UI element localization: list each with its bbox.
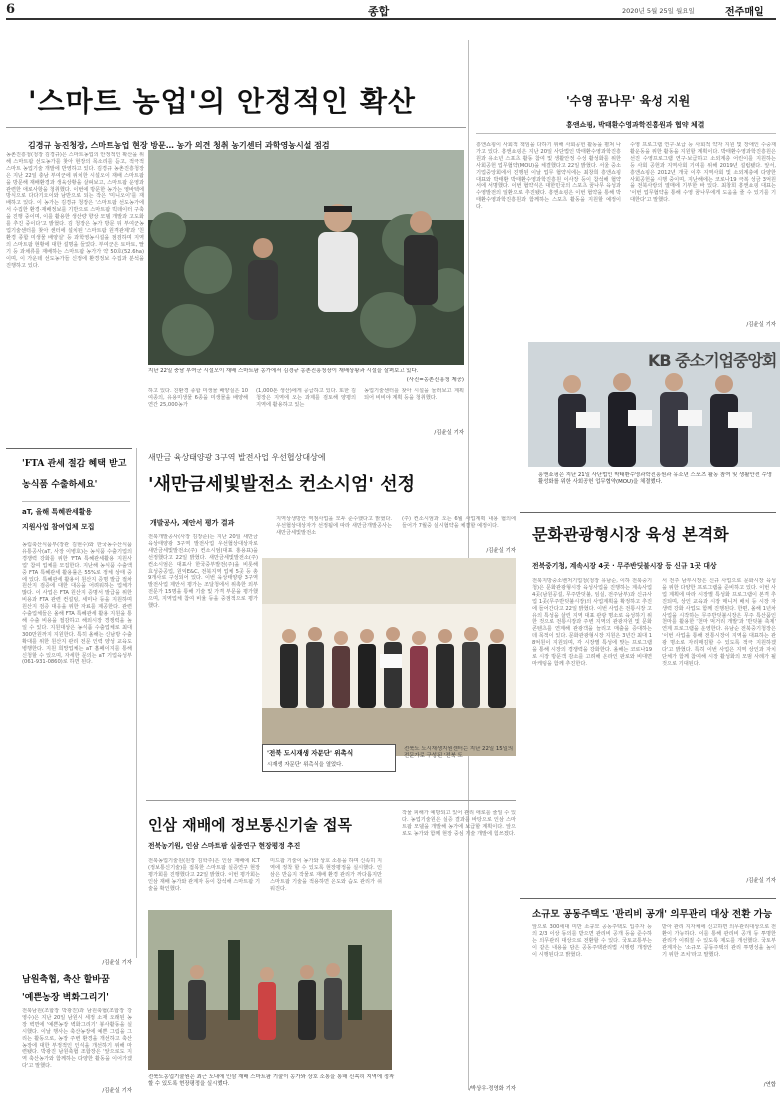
article4-col3: 지역상생방안 역점사업을 모두 준수했다고 밝혔다. 우선협상대상자가 선정됨에 따라 새만금개발공사는 새만금세빛발전소 — [276, 516, 392, 536]
article3-top-rule — [6, 448, 132, 449]
article8-col2: 받아 관리 지자체에 신고하면 의무관리대상으로 전환이 가능하다. 이를 통해 관리비 공개 등 투명한 관리가 이뤄질 수 있도록 제도를 개선했다. 국토부 관계자는 '소규모 공동주택의 관리 투명성을 높이기 위한 조치'라고 말했다. — [662, 924, 776, 958]
paper-name: 전주매일 — [725, 7, 764, 18]
article7-col3: 작물 피해가 예방되고 있어 관리 애로를 줄일 수 있다. 농업기술원은 실증 결과를 바탕으로 인삼 스마트팜 모델을 개발해 농가에 보급할 계획이다. 앞으로도 농가와 함께 현장 중심 기술 개발에 힘쓰겠다. — [402, 810, 516, 837]
article8-col1: 앞으로 300세대 미만 소규모 공동주택도 입주자 등의 2/3 이상 동의를 받으면 관리비 공개 등을 준수하는 의무관리 대상으로 전환할 수 있다. 국토교통부는 이 같은 내용을 담은 공동주택관리법 시행령 개정안이 시행된다고 밝혔다. — [532, 924, 652, 958]
article5-byline: /김윤실 기자 — [746, 878, 776, 884]
article2-photo — [528, 342, 780, 467]
article5-subhead: 전북중기청, 계속시장 4곳 · 무주반딧불시장 등 신규 1곳 대상 — [532, 562, 717, 570]
article5-col1: 전북지방중소벤처기업청(청장 유남순, 이하 전북중기청)은 문화관광형시장 육성사업을 진행하는 계속사업 4곳(남원공설, 무주반딧불, 임실, 전주남부)과 신규사업 1곳(무주반딧불시장)의 사업계획을 확정하고 추진에 들어간다고 22일 밝혔다. 이번 사업은 전통시장 고유의 특성을 살린 지역 대표 관광 명소로 육성하기 위한 것으로 전통시장과 주변 지역의 관광자원 및 문화 콘텐츠를 연계해 관광객을 늘리고 매출을 증대하는 데 목적이 있다. 문화관광형시장 지원은 3년간 최대 18억원이 지원되며, 각 시장별 특성에 맞는 프로그램을 통해 시장의 경쟁력을 강화한다. 올해는 코로나19로 시장 방문객 감소를 고려해 온라인 판로와 비대면 마케팅을 함께 추진한다. — [532, 578, 652, 667]
article4-col4: (주) 컨소시엄과 오는 6월 사업계획 내용 협의에 들어가 7월중 실시협약을 체결할 예정이다. — [402, 516, 516, 529]
article3-subhead2: 지원사업 참여업체 모집 — [22, 523, 95, 531]
article5-top-rule — [520, 512, 776, 513]
article2-col1: 흥앤쇼핑이 사회적 책임을 다하기 위해 사회공헌 활동을 펼쳐 나가고 있다. 흥앤쇼핑은 지난 20일 사단법인 박태환수영과학진흥원과 유소년 스포츠 활동 참여 및 생활안정 수성 활성화를 위한 사회공헌 업무협약(MOU)을 체결했다고 22일 밝혔다. 서울 중소기업중앙회에서 진행된 이날 업무 협약식에는 최창희 흥앤쇼핑 대표와 박태환 박태환수영과학진흥원 이사장 등이 참석해 협약서에 서명했다. 이번 협약식은 대한민국의 스포츠 꿈나무 육성과 수영발전의 일환으로 추진됐다. 흥앤쇼핑은 이번 협약을 통해 박태환수영과학진흥원과 함께하는 스포츠 활동을 지원할 예정이다. — [476, 142, 621, 211]
article1-col1: 농촌진흥청(청장 김경규)은 스마트농업의 안정적인 확산을 위해 스마트팜 선도농가를 찾아 현장의 목소리를 듣고, 적극적 스마트 농업기술 개발에 반영하고 있다. 김경규 농촌진흥청장은 지난 22일 충남 부여군에 위치한 시설오이 재배 스마트팜을 방문해 재배환경과 생육상황을 살펴보고, 스마트팜 운영과 관련한 애로사항을 청취했다. 이번에 방문한 농가는 영바텍에 방식으로 다다기오이와 남반으로 되는 작은 '미니오이'를 재배하고 있다. 이 농가는 김경규 청장은 '스마트팜 선도농가에서 수집한 환경·재배정보를 기반으로 스마트팜 빅데이터 구축을 진행 중이며, 이를 활용한 생산량 향상 모델 개발과 고도화를 추진 중이다'고 밝혔다. 김 청장은 농가 방문 뒤 부여군농업기술센터를 찾아 센터에 설치된 '스마트팜 원격관제'과 '친환경 종합 미생물 배양실' 등 과학영농시설을 점검하며 지역의 스마트팜 현황에 대한 설명을 들었다. 부여군은 토마토, 딸기 등 과채류를 재배하는 스마트팜 농가가 약 50호(52.6ha)이며, 이 가운데 선도농가들 신정에 환경정보 수집과 분석을 진행하고 있다. — [6, 152, 144, 269]
article1-photo — [148, 150, 464, 365]
article2-photo-banner: KB 중소기업중앙회 — [648, 351, 777, 370]
article3-headline: 'FTA 관세 절감 혜택 받고 농식품 수출하세요' — [22, 459, 127, 490]
article1-byline: /김윤실 기자 — [434, 430, 464, 436]
article2-col2: 수영 프로그램 연구·보급 등 사회적 약자 지원 및 장애인 수중재활운동을 위한 활동을 지원할 계획이다. 박태환수영과학진흥원은 선진 수영프로그램 연구·보급하고 소외계층 어린이를 지원하는 등 사회 공헌과 지역사회 기여를 위해 2019년 설립됐다. 앞서, 흥앤쇼핑은 2012년 개국 이후 지역사회 및 소외계층에 다양한 사회공헌을 시행 중이며, 지난해에는 코로나19 극복 성금 3억원을 전북사랑의 열매에 기부한 바 있다. 최창희 흥앤쇼핑 대표는 '이번 업무협약을 통해 수영 꿈나무에게 도움을 줄 수 있기를 기대한다'고 말했다. — [630, 142, 776, 204]
article7-photo — [148, 910, 392, 1070]
article2-photo-caption: 흥앤쇼핑은 지난 21일 사단법인 박태환수영과학진흥원과 유소년 스포츠 활동 참여 및 생활안전 수영 활성화를 위한 사회공헌 업무협약(MOU)을 체결했다. — [538, 472, 773, 485]
article4-caption-right: 전북도 도시재생지원센터는 지난 22일 15일의 전문가로 구성된 '전북 도 — [404, 746, 514, 759]
article4-caption-box — [262, 744, 396, 772]
article1-headline: '스마트 농업'의 안정적인 확산 — [28, 85, 416, 118]
article7-headline: 인삼 재배에 정보통신기술 접목 — [148, 816, 353, 834]
page-number: 6 — [6, 2, 16, 17]
article1-subhead: 김경규 농진청장, 스마트농업 현장 방문… 농가 의견 청취 농기센터 과학영농시설 점검 — [28, 141, 330, 150]
article1-photo-caption: 지난 22일 충남 부여군 시설오이 재배 스마트팜 농가에서 김경규 농촌진흥청장이 재배상황과 시설을 살펴보고 있다. — [148, 368, 419, 374]
article4-caption-box-text: '전북 도시재생 자문단' 위촉식 — [267, 749, 354, 757]
article4-byline: /김윤실 기자 — [486, 548, 516, 554]
article7-byline: /박상우·정영화 기자 — [469, 1086, 516, 1092]
article6-kicker: 남원축협, 축산 할바꿈 — [22, 975, 110, 985]
article4-subhead: 개발공사, 제안서 평가 결과 — [150, 519, 235, 527]
article7-top-rule — [146, 800, 516, 801]
article7-col1: 전북농업기술원(원장 김학주)은 인삼 재배에 ICT(정보통신기술)를 접목한 스마트팜 실증연구 현장 평가회를 진행했다고 22일 밝혔다. 이번 평가회는 인삼 재배 농가와 관계자 등이 참석해 스마트팜 기술을 확인했다. — [148, 858, 260, 892]
article7-col2: 미드팜 기술이 농가와 상호 소통을 하며 신속히 지역에 정착 할 수 있도록 현장평정을 실시했다. 인삼은 반음지 작물로 재배 환경 관리가 까다롭지만 스마트팜 기술을 적용하면 온도와 습도 관리가 쉬워진다. — [270, 858, 382, 892]
article2-headline: '수영 꿈나무' 육성 지원 — [566, 94, 691, 108]
article8-top-rule — [520, 898, 776, 899]
article3-sub-rule — [22, 501, 130, 502]
article4-kicker: 새만금 육상태양광 3구역 발전사업 우선협상대상에 — [148, 453, 326, 462]
article3-body: 농림축산식품부(장관 김현수)와 한국농수산식품유통공사(aT, 사장 이병호)는 농식품 수출기업의 경쟁력 강화를 위한 'FTA 특혜관세활용 지원사업' 참여 업체를 모집한다. 지난해 농식품 수출액 중 FTA 특혜관세 활용률은 55%로 정체 상태 중에 있다. 특혜관세 활용이 원산지 증명 발급 절차 원산지 검증에 대한 대응을 어려워하는 업체가 많다. 이 사업은 FTA 원산지 증명서 발급을 위한 비용과 FTA 관련 컨설팅, 세미나 등을 지원하며 원산지 검증 대응을 위한 자료를 제공한다. 관련 수출업체들은 올해 FTA 특혜관세 활용 지원을 통해 수출 비용을 절감하고 해외시장 경쟁력을 높일 수 있다. 지원대상은 농식품 수출업체로 최대 300만원까지 지원한다. 특히 올해는 신남방 수출확대를 위한 원산지 관리 전문 인력 양성 교육도 병행한다. 지원 희망업체는 aT 홈페이지를 통해 신청할 수 있으며, 자세한 문의는 aT 기업육성부(061-931-0860)로 하면 된다. — [22, 542, 132, 666]
article7-subhead: 전북농기원, 인삼 스마트팜 실증연구 현장평정 추진 — [148, 842, 301, 850]
advisory-group-photo — [262, 558, 516, 756]
greenhouse-scene — [148, 150, 464, 365]
article3-subhead1: aT, 올해 특혜관세활용 — [22, 508, 93, 516]
article1-rule — [6, 127, 466, 128]
article8-byline: /연합 — [763, 1082, 776, 1088]
issue-date: 2020년 5월 25일 월요일 — [622, 7, 695, 15]
article2-byline: /김윤실 기자 — [746, 322, 776, 328]
article5-col2: 서 전주 남부시장은 신규 사업으로 문화시장 육성을 위한 다양한 프로그램을 준비하고 있다. 이번 사업 계획에 따라 시장별 특성화 프로그램이 본격 추진되며, 상인 교육과 시장 매니저 배치 등 시장 자생력 강화 사업도 함께 진행된다. 한편, 올해 1년차 사업을 시작하는 무주반딧불시장은 무주 특산품인 천마를 활용한 '천마 먹거리 개발'과 '반딧불 축제' 연계 프로그램을 운영한다. 유남순 전북중기청장은 '이번 사업을 통해 전통시장이 지역을 대표하는 관광 명소로 자리매김할 수 있도록 적극 지원하겠다'고 밝혔다. 특히 이번 사업은 지역 상인과 자치단체가 함께 참여해 시장 활성화의 모범 사례가 될 것으로 기대된다. — [662, 578, 776, 667]
article1-col4: 농업기술센터를 찾아 시설을 둘러보고 계획되어 비비야 계획 등을 청취했다. — [364, 388, 464, 401]
article6-byline: /김윤실 기자 — [102, 1088, 132, 1094]
article1-photo-credit: (사진=농촌진흥청 제공) — [406, 377, 464, 383]
article6-headline: '예쁜농장 벽화그리기' — [22, 993, 109, 1003]
ginseng-farm-photo — [148, 910, 392, 1070]
section-label: 종합 — [368, 5, 390, 18]
article2-subhead: 흥앤쇼핑, 박태환수영과학진흥원과 협약 체결 — [566, 121, 705, 129]
mou-ceremony-people — [528, 342, 780, 467]
article4-photo — [262, 558, 516, 756]
article1-col3: (1,000톤 생산)에게 공급하고 있다. 또한 김 청장은 지역에 오는 과제를 검토해 양평의 지역에 활용하고 있는 — [256, 388, 356, 408]
article2-rule — [476, 133, 776, 134]
article1-col2: 하고 있다. 친환경 종합 미생물 배양실은 10여종의, 유용미생물 6종을 미생물을 배양해 연간 25,000농가 — [148, 388, 248, 408]
article4-caption-left: 시재생 자문단' 위촉식을 열었다. — [267, 762, 344, 768]
article4-headline: '새만금세빛발전소 컨소시엄' 선정 — [148, 474, 415, 495]
header-rule — [6, 18, 776, 20]
article6-body: 전북남원(조합장 박광진)과 남원축협(조합장 강영수)은 지난 20일 남원시 세정 소재 오래된 농장 벽면에 '예쁜농장 벽화그리기' 봉사활동을 실시했다. 이날 행사는 축산농장에 예쁜 그림을 그리는 활동으로, 농장 주변 환경을 개선하고 축산 농장에 대한 부정적인 인식을 개선하기 위해 마련됐다. 박광진 남원축협 조합장은 '앞으로도 지역 축산농가와 함께하는 다양한 활동을 이어가겠다'고 말했다. — [22, 1008, 132, 1070]
article3-byline: /김윤실 기자 — [102, 960, 132, 966]
article5-headline: 문화관광형시장 육성 본격화 — [532, 525, 729, 544]
article8-headline: 소규모 공동주택도 '관리비 공개' 의무관리 대상 전환 가능 — [532, 909, 773, 920]
article7-photo-caption: 전북도농업기술원은 최근 도내에 인삼 재배 스마트팜 기술이 농가와 상호 소통을 통해 신속히 지역에 정착 할 수 있도록 현장평정을 실시했다. — [148, 1074, 395, 1087]
article4-col1: 전북개발공사(사장 김장준)는 지난 20일 새만금 육상태양광 3구역 발전사업 우선협상대상자로 새만금세빛발전소(주) 컨소시엄(대표 홍용표)을 선정했다고 22일 밝혔다. 새만금세빛발전소(주) 컨소시엄은 대표사 한국중부발전(주)을 비롯해 효성중공업, 원익E&C, 전북지역 업체 5곳 등 총 9개사로 구성되어 있다. 이번 육상태양광 3구역 발전사업 제안서 평가는 조달청에서 위촉한 외부 전문가 15명을 통해 기술 및 가격 부문을 평가했으며, 지역업체 참여 비율 등을 중점적으로 평가했다. — [148, 534, 258, 610]
article3-divider — [136, 448, 137, 958]
